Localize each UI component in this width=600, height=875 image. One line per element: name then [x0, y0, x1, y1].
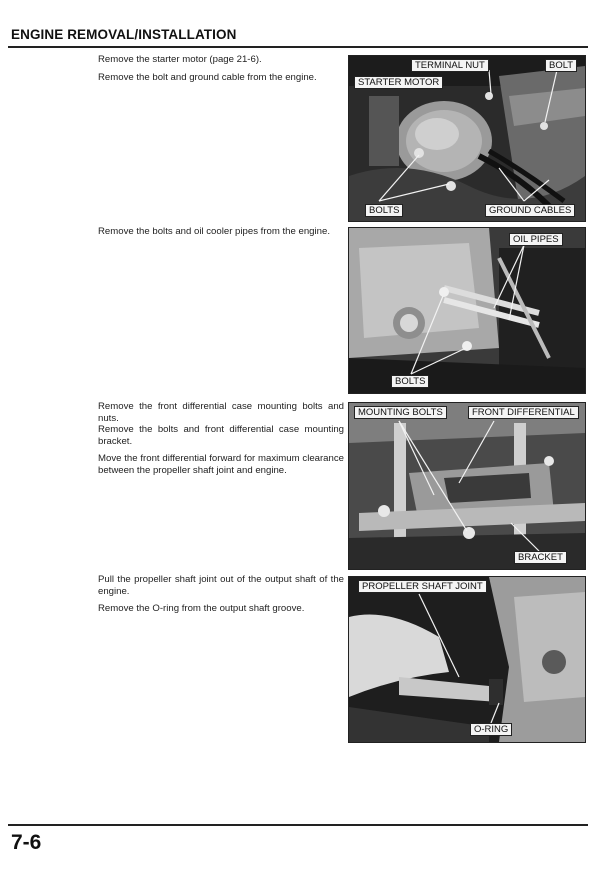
- callout-front-differential: FRONT DIFFERENTIAL: [468, 406, 579, 419]
- page-title: ENGINE REMOVAL/INSTALLATION: [11, 27, 237, 42]
- footer-rule: [8, 824, 588, 826]
- callout-bolt: BOLT: [545, 59, 577, 72]
- callout-bolts: BOLTS: [365, 204, 403, 217]
- step-1-paragraph-1: Remove the starter motor (page 21-6).: [98, 54, 262, 65]
- step-3-text: [98, 401, 344, 483]
- callout-bolts: BOLTS: [391, 375, 429, 388]
- step-2-paragraph-1: Remove the bolts and oil cooler pipes from the engine.: [98, 226, 330, 237]
- step-1-text: [98, 54, 344, 89]
- callout-ground-cables: GROUND CABLES: [485, 204, 575, 217]
- step-4-text: [98, 574, 344, 621]
- oil-pipes-photo: [348, 227, 586, 394]
- title-rule: [8, 46, 588, 48]
- step-3-paragraph-1: Remove the front differential case mounting bolts and nuts.: [98, 401, 344, 424]
- step-4-paragraph-2: Remove the O-ring from the output shaft groove.: [98, 603, 305, 615]
- step-3-paragraph-3: Move the front differential forward for maximum clearance between the propeller shaft joint and engine.: [98, 453, 344, 476]
- step-3-paragraph-2: Remove the bolts and front differential case mounting bracket.: [98, 424, 344, 447]
- callout-bracket: BRACKET: [514, 551, 567, 564]
- callout-o-ring: O-RING: [470, 723, 512, 736]
- page-number: 7-6: [11, 831, 42, 854]
- step-4-paragraph-1: Pull the propeller shaft joint out of the output shaft of the engine.: [98, 574, 344, 597]
- callout-oil-pipes: OIL PIPES: [509, 233, 563, 246]
- callout-starter-motor: STARTER MOTOR: [354, 76, 443, 89]
- propeller-shaft-photo: [348, 576, 586, 743]
- step-2-text: [98, 226, 344, 244]
- step-1-paragraph-2: Remove the bolt and ground cable from the engine.: [98, 71, 317, 83]
- callout-mounting-bolts: MOUNTING BOLTS: [354, 406, 447, 419]
- starter-motor-photo: [348, 55, 586, 222]
- callout-terminal-nut: TERMINAL NUT: [411, 59, 489, 72]
- callout-propeller-shaft-joint: PROPELLER SHAFT JOINT: [358, 580, 487, 593]
- front-differential-photo: [348, 402, 586, 570]
